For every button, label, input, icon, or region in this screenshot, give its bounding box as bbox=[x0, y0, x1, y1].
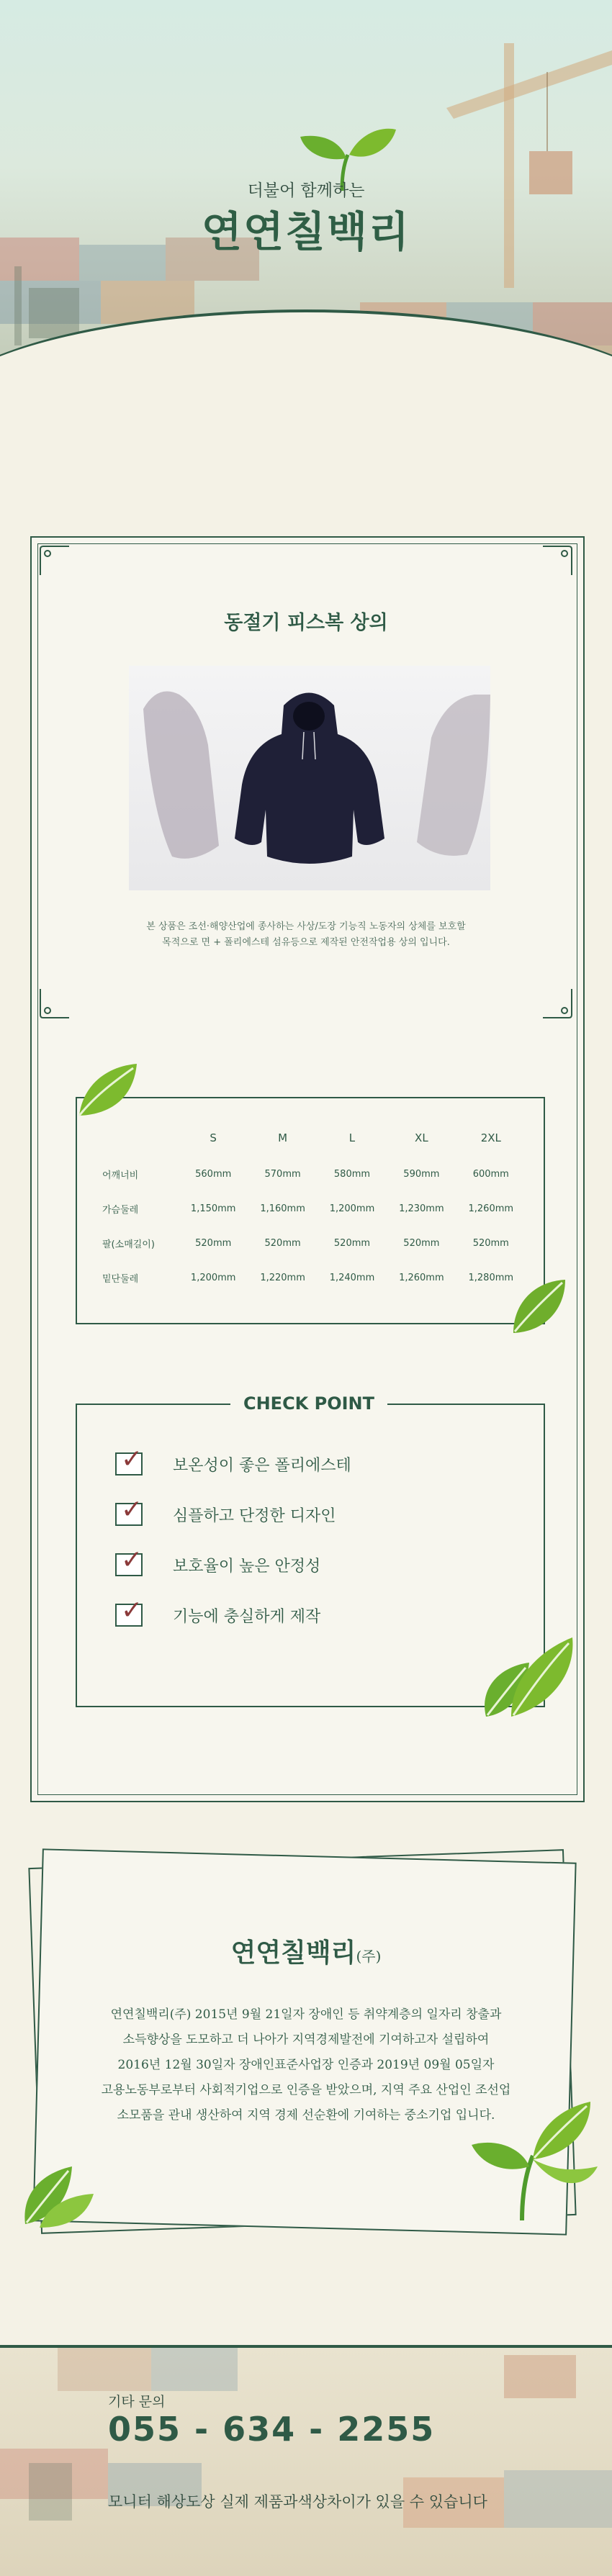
corner-ornament-icon bbox=[540, 543, 575, 578]
hero-subtitle: 더불어 함께하는 bbox=[247, 181, 365, 200]
size-header-cell: XL bbox=[415, 1131, 428, 1144]
table-cell: 520mm bbox=[472, 1237, 509, 1249]
leaf-cluster-icon bbox=[464, 2087, 601, 2224]
table-row bbox=[94, 1260, 526, 1295]
checkbox-checked-icon: ✓ bbox=[115, 1452, 143, 1475]
check-point-label: 보호율이 높은 안정성 bbox=[173, 1557, 321, 1576]
description-line: 목적으로 면 + 폴리에스테 섬유등으로 제작된 안전작업용 상의 입니다. bbox=[162, 937, 450, 948]
check-point-item bbox=[115, 1445, 351, 1478]
company-suffix: (주) bbox=[356, 1948, 382, 1965]
company-line: 고용노동부로부터 사회적기업으로 인증을 받았으며, 지역 주요 산업인 조선업 bbox=[101, 2083, 511, 2097]
checkbox-checked-icon: ✓ bbox=[115, 1604, 143, 1627]
table-row bbox=[94, 1226, 526, 1260]
leaf-icon bbox=[72, 1058, 144, 1123]
table-cell: 1,200mm bbox=[329, 1203, 375, 1214]
row-label: 팔(소매길이) bbox=[102, 1239, 155, 1250]
row-label: 밑단둘레 bbox=[102, 1273, 139, 1285]
contact-phone[interactable]: 055 - 634 - 2255 bbox=[108, 2410, 436, 2449]
row-label: 가슴둘레 bbox=[102, 1204, 139, 1216]
company-name-text: 연연칠백리 bbox=[230, 1938, 356, 1968]
product-title: 동절기 피스복 상의 bbox=[224, 612, 388, 634]
company-line: 연연칠백리(주) 2015년 9월 21일자 장애인 등 취약계층의 일자리 창출과 bbox=[110, 2007, 502, 2022]
table-cell: 1,220mm bbox=[260, 1272, 305, 1283]
checkbox-checked-icon: ✓ bbox=[115, 1503, 143, 1526]
checkbox-checked-icon: ✓ bbox=[115, 1553, 143, 1576]
table-cell: 520mm bbox=[264, 1237, 301, 1249]
corner-ornament-icon bbox=[540, 986, 575, 1021]
company-line: 2016년 12월 30일자 장애인표준사업장 인증과 2019년 09월 05일자 bbox=[117, 2058, 495, 2072]
table-cell: 1,200mm bbox=[190, 1272, 236, 1283]
description-line: 본 상품은 조선·해양산업에 종사하는 사상/도장 기능직 노동자의 상체를 보호할 bbox=[146, 921, 466, 932]
company-name bbox=[0, 1933, 612, 1969]
size-table-header bbox=[94, 1119, 526, 1157]
table-cell: 1,280mm bbox=[468, 1272, 514, 1283]
table-cell: 1,260mm bbox=[399, 1272, 444, 1283]
table-cell: 590mm bbox=[403, 1168, 440, 1180]
port-background-illustration bbox=[0, 2348, 612, 2576]
table-cell: 570mm bbox=[264, 1168, 301, 1180]
row-label: 어깨너비 bbox=[102, 1170, 139, 1181]
size-header-cell: S bbox=[210, 1131, 217, 1144]
check-point-item bbox=[115, 1545, 321, 1579]
table-cell: 560mm bbox=[195, 1168, 232, 1180]
footer bbox=[0, 2345, 612, 2576]
color-disclaimer: 모니터 해상도상 실제 제품과색상차이가 있을 수 있습니다 bbox=[108, 2493, 487, 2511]
contact-label: 기타 문의 bbox=[108, 2394, 166, 2410]
corner-ornament-icon bbox=[37, 543, 72, 578]
size-header-cell bbox=[94, 1119, 179, 1157]
size-header-cell: M bbox=[278, 1131, 288, 1144]
product-photo bbox=[129, 666, 490, 890]
company-line: 소모품을 관내 생산하여 지역 경제 선순환에 기여하는 중소기업 입니다. bbox=[117, 2108, 495, 2123]
table-cell: 520mm bbox=[195, 1237, 232, 1249]
table-cell: 1,150mm bbox=[190, 1203, 236, 1214]
table-cell: 520mm bbox=[403, 1237, 440, 1249]
table-cell: 600mm bbox=[472, 1168, 509, 1180]
company-line: 소득향상을 도모하고 더 나아가 지역경제발전에 기여하고자 설립하여 bbox=[122, 2033, 490, 2047]
check-point-item bbox=[115, 1596, 321, 1630]
table-row bbox=[94, 1157, 526, 1191]
size-table bbox=[94, 1119, 526, 1295]
table-row bbox=[94, 1191, 526, 1226]
table-cell: 520mm bbox=[333, 1237, 371, 1249]
leaf-cluster-icon bbox=[472, 1623, 580, 1724]
size-header-cell: L bbox=[348, 1131, 356, 1144]
table-cell: 580mm bbox=[333, 1168, 371, 1180]
check-point-label: 보온성이 좋은 폴리에스테 bbox=[173, 1456, 351, 1475]
check-point-title: CHECK POINT bbox=[230, 1393, 387, 1414]
corner-ornament-icon bbox=[37, 986, 72, 1021]
check-point-label: 심플하고 단정한 디자인 bbox=[173, 1506, 336, 1525]
table-cell: 1,230mm bbox=[399, 1203, 444, 1214]
leaf-cluster-icon bbox=[18, 2138, 97, 2231]
product-description bbox=[102, 919, 510, 951]
table-cell: 1,160mm bbox=[260, 1203, 305, 1214]
table-cell: 1,260mm bbox=[468, 1203, 514, 1214]
hero-title: 연연칠백리 bbox=[201, 207, 411, 256]
table-cell: 1,240mm bbox=[329, 1272, 375, 1283]
check-point-label: 기능에 충실하게 제작 bbox=[173, 1607, 321, 1626]
size-header-cell: 2XL bbox=[480, 1131, 501, 1144]
check-point-item bbox=[115, 1495, 336, 1529]
